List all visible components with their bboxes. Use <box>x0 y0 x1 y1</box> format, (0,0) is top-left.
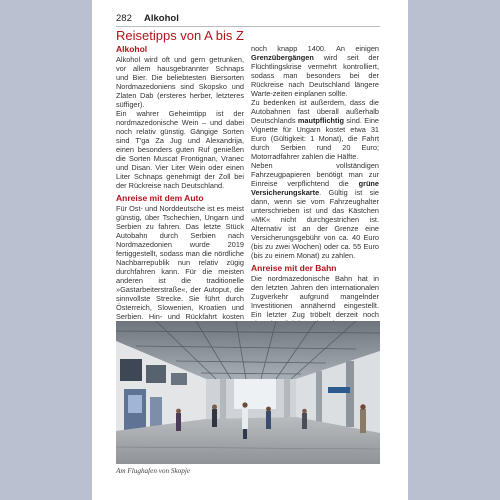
right-column <box>251 44 379 364</box>
bold-grenzuebergaengen: Grenzübergängen <box>251 53 314 62</box>
page-number: 282 <box>116 13 132 24</box>
running-header <box>116 12 380 27</box>
photo-caption: Am Flughafen von Skopje <box>116 467 191 475</box>
paragraph-grenze: noch knapp 1400. An einigen Grenzübergängen wird seit der Flüchtlingskrise vermehrt kontrolliert, sodass man besonders bei der Rückreise nach Deutschland längere Warte-zeiten einplanen sollte. <box>251 44 379 98</box>
heading-alkohol: Alkohol <box>116 44 148 54</box>
paragraph-alkohol-1: Alkohol wird oft und gern getrunken, vor allem hausgebrannter Schnaps und Bier. Die beliebtesten Biersorten Nordmazedoniens sind Skopsko und Zlaten Dab (ersteres herber, letzteres süffiger). <box>116 55 244 109</box>
page-title: Reisetipps von A bis Z <box>116 28 244 43</box>
section-label: Alkohol <box>144 13 179 24</box>
paragraph-anreise-bahn: Die nordmazedonische Bahn hat in den letzten Jahren den internationalen Zugverkehr aufgrund mangelnder Investitionen annähernd eingestellt. Ein letzter Zug tröbelt derzeit noch <box>251 274 379 319</box>
paragraph-alkohol-2: Ein wahrer Geheimtipp ist der nordmazedonische Wein – und dabei noch relativ günstig. Gängige Sorten sind T'ga Za Jug und Alexandrija, einen besonders guten Ruf genießen die Sorten Muscat Frontignan, Vranec und Disan. Vier Liter Wein oder einen Liter Schnaps genehmigt der Zoll bei der Rückreise nach Deutschland. <box>116 109 244 190</box>
paragraph-maut: Zu bedenken ist außerdem, dass die Autobahnen fast überall außerhalb Deutschlands mautpflichtig sind. Eine Vignette für Ungarn kostet etwa 31 Euro (Gültigkeit: 1 Monat), die Fahrt durch Serbien rund 20 Euro; Motorradfahrer zahlen die Hälfte. <box>251 98 379 161</box>
heading-anreise-bahn: Anreise mit der Bahn <box>251 263 337 273</box>
bold-mautpflichtig: mautpflichtig <box>297 116 344 125</box>
left-column <box>116 44 244 357</box>
bold-gruene-versicherungskarte: grüne Versicherungskarte <box>251 179 379 197</box>
airport-photo <box>116 321 380 464</box>
paragraph-anreise-auto: Für Ost- und Norddeutsche ist es meist günstig, über Tschechien, Ungarn und Serbien zu fahren. Das letzte Stück Autobahn durch Serbien nach Nordmazedonien wurde 2019 fertiggestellt, sodass man die nördliche Nachbarrepublik nun relativ zügig durchfahren kann. Für die meisten anderen ist die traditionelle »Gastarbeiterstraße«, der Autoput, die sinnvollste Strecke. Sie führt durch Österreich, Slowenien, Kroatien und Serbien. Hin- und Rückfahrt kosten <box>116 204 244 321</box>
heading-anreise-auto: Anreise mit dem Auto <box>116 193 204 203</box>
paragraph-versicherung: Neben vollständigen Fahrzeugpapieren benötigt man zur Einreise verpflichtend die grüne Versicherungskarte. Gültig ist sie dann, wenn sie vom Fahrzeughalter unterschrieben ist und das Kästchen »MK« nicht durchgestrichen ist. Alternativ ist an der Grenze eine Versicherungsgebühr von ca. 40 Euro (bis zu zwei Wochen) oder ca. 55 Euro (bis zu einem Monat) zu zahlen. <box>251 161 379 260</box>
